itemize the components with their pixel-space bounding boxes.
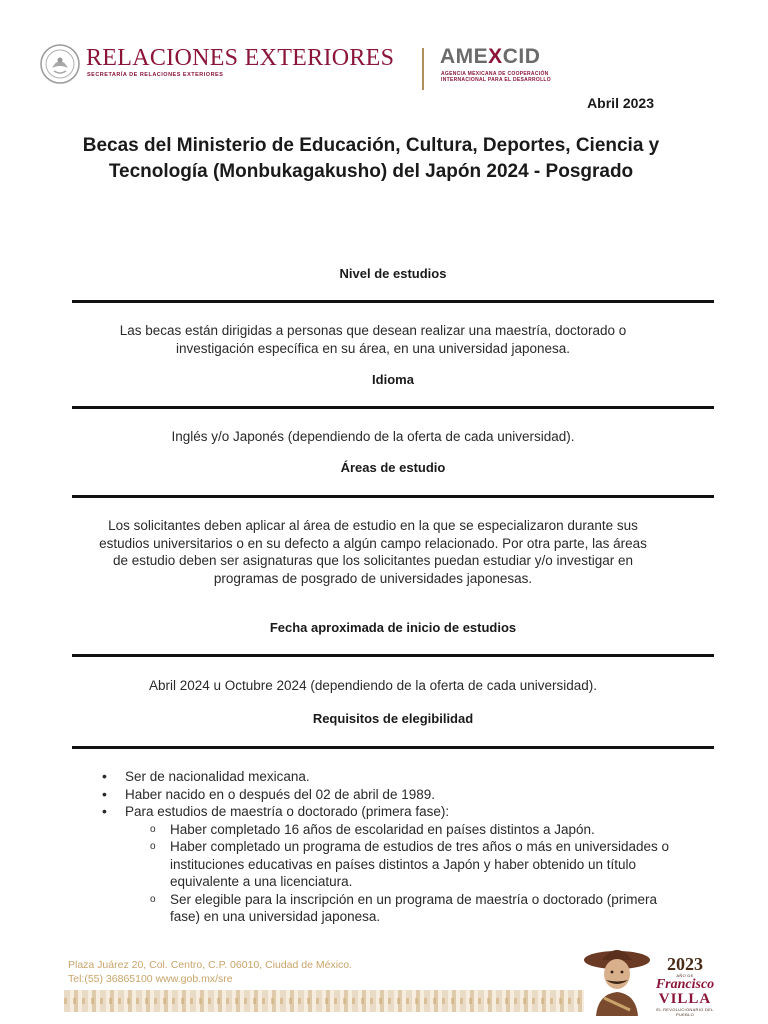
org-subtitle: SECRETARÍA DE RELACIONES EXTERIORES (87, 72, 224, 78)
section-heading-nivel: Nivel de estudios (339, 266, 447, 281)
badge-name-last: VILLA (658, 991, 712, 1007)
footer-address-line: Plaza Juárez 20, Col. Centro, C.P. 06010, Ciudad de México. (68, 959, 353, 971)
section-heading-fecha: Fecha aproximada de inicio de estudios (269, 620, 517, 635)
section-heading-idioma: Idioma (372, 372, 414, 387)
footer-contact-line: Tel:(55) 36865100 www.gob.mx/sre (68, 973, 233, 985)
section-body-areas: Los solicitantes deben aplicar al área de estudio en la que se especializaron durante sus estudios universitarios o en su defecto a algún campo relacionado. Por otra parte, las áreas de estudio deben ser asignaturas que los solicitantes puedan estudiar y/o investigar en programas de posgrado de universidades japonesas. (99, 518, 647, 586)
section-rule (72, 654, 714, 657)
requirement-text: Para estudios de maestría o doctorado (primera fase): (125, 804, 450, 819)
badge-name-first: Francisco (655, 977, 715, 992)
document-title: Becas del Ministerio de Educación, Cultura, Deportes, Ciencia y Tecnología (Monbukagakusho) del Japón 2024 - Posgrado (82, 135, 660, 182)
section-body-fecha: Abril 2024 u Octubre 2024 (dependiendo de la oferta de cada universidad). (148, 678, 598, 693)
centenary-badge (650, 955, 720, 1017)
org-title: RELACIONES EXTERIORES (86, 45, 395, 71)
agency-title-part-b: CID (502, 45, 541, 68)
badge-year: 2023 (667, 954, 703, 974)
section-body-idioma: Inglés y/o Japonés (dependiendo de la oferta de cada universidad). (171, 429, 575, 444)
sub-list-item (150, 891, 680, 926)
requirements-list (100, 768, 680, 926)
list-item (100, 803, 680, 926)
list-item (100, 786, 680, 804)
section-heading-requisitos: Requisitos de elegibilidad (312, 711, 474, 726)
section-rule (72, 746, 714, 749)
agency-title-x: X (488, 45, 503, 68)
header-divider (422, 48, 424, 90)
section-rule (72, 300, 714, 303)
footer-decorative-band (64, 990, 584, 1012)
sub-requirement-text: Haber completado un programa de estudios de tres años o más en universidades o instituciones educativas en países distintos a Japón y haber obtenido un título equivalente a una licenciatura. (170, 839, 670, 889)
sub-list-item (150, 821, 680, 839)
sub-list-item (150, 838, 680, 891)
agency-title (440, 45, 540, 69)
agency-title-part-a: AME (440, 45, 489, 68)
sub-requirements-list (125, 821, 680, 926)
list-item (100, 768, 680, 786)
francisco-villa-portrait-icon (582, 942, 652, 1016)
section-rule (72, 406, 714, 409)
section-rule (72, 495, 714, 498)
sub-requirement-text: Ser elegible para la inscripción en un programa de maestría o doctorado (primera fase) en una universidad japonesa. (170, 891, 658, 924)
letterhead (40, 42, 580, 92)
document-date: Abril 2023 (587, 95, 654, 111)
agency-subtitle: AGENCIA MEXICANA DE COOPERACIÓN INTERNACIONAL PARA EL DESARROLLO (441, 71, 551, 83)
requirement-text: Haber nacido en o después del 02 de abril de 1989. (125, 786, 435, 802)
section-heading-areas: Áreas de estudio (340, 460, 446, 475)
footer-address (68, 958, 352, 986)
national-seal-icon (40, 44, 80, 84)
section-body-nivel: Las becas están dirigidas a personas que desean realizar una maestría, doctorado o investigación específica en su área, en una universidad japonesa. (119, 323, 627, 356)
sub-requirement-text: Haber completado 16 años de escolaridad en países distintos a Japón. (170, 821, 595, 837)
requirement-text: Ser de nacionalidad mexicana. (125, 769, 310, 784)
badge-small-text: AÑO DE (676, 973, 694, 978)
badge-caption: EL REVOLUCIONARIO DEL PUEBLO (656, 1007, 714, 1017)
